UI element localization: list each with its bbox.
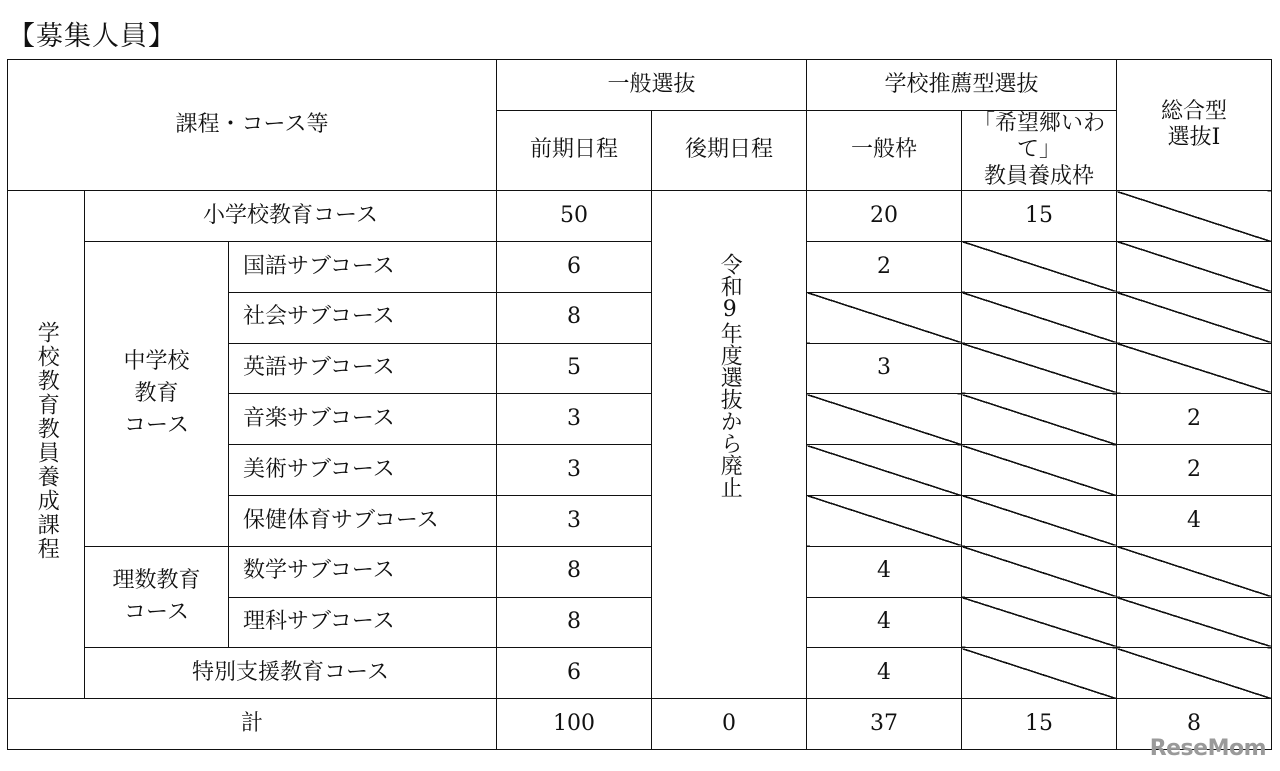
zenki-value: 8 [497, 597, 652, 648]
sougou-value [1117, 292, 1272, 343]
header-kibou [962, 111, 1117, 191]
zenki-value: 3 [497, 445, 652, 496]
ippan-value: 4 [807, 546, 962, 597]
kouki-note: 令和9年度選抜から廃止 [652, 191, 807, 699]
risu-line1: 理数教育 [112, 568, 201, 594]
sougou-value [1117, 191, 1272, 242]
page-title: 【募集人員】 [8, 21, 176, 52]
total-zenki: 100 [497, 699, 652, 750]
kibou-value [962, 495, 1117, 546]
header-sougou [1117, 60, 1272, 191]
sub-course-name: 保健体育サブコース [229, 495, 497, 546]
table-row [8, 241, 1272, 292]
sougou-value [1117, 343, 1272, 394]
table-row [8, 191, 1272, 242]
header-kouki: 後期日程 [652, 111, 807, 191]
table-row [8, 546, 1272, 597]
sub-course-name: 数学サブコース [229, 546, 497, 597]
chugakko-line1: 中学校 [123, 349, 190, 375]
ippan-value: 4 [807, 597, 962, 648]
kibou-value [962, 241, 1117, 292]
ippan-value [807, 495, 962, 546]
header-kibou-line2: 教員養成枠 [983, 163, 1094, 189]
total-ippan: 37 [807, 699, 962, 750]
total-kibou: 15 [962, 699, 1117, 750]
sougou-value: 2 [1117, 394, 1272, 445]
sub-course-name: 美術サブコース [229, 445, 497, 496]
sougou-value [1117, 546, 1272, 597]
kibou-value [962, 394, 1117, 445]
ippan-value [807, 292, 962, 343]
ippan-value [807, 445, 962, 496]
kibou-value [962, 648, 1117, 699]
chugakko-line2: 教育 [134, 380, 179, 406]
kibou-value [962, 445, 1117, 496]
kibou-value: 15 [962, 191, 1117, 242]
watermark-logo: ReseMom [1149, 736, 1266, 761]
zenki-value: 50 [497, 191, 652, 242]
sougou-value [1117, 597, 1272, 648]
header-course: 課程・コース等 [8, 60, 497, 191]
sougou-value [1117, 241, 1272, 292]
zenki-value: 8 [497, 546, 652, 597]
header-zenki: 前期日程 [497, 111, 652, 191]
zenki-value: 3 [497, 495, 652, 546]
chugakko-line3: コース [124, 412, 189, 438]
sub-course-name: 音楽サブコース [229, 394, 497, 445]
course-group-label: 学校教育教員養成課程 [8, 191, 85, 699]
kibou-value [962, 546, 1117, 597]
risu-label [85, 546, 229, 648]
risu-line2: コース [124, 600, 189, 626]
sougou-value: 2 [1117, 445, 1272, 496]
chugakko-label [85, 241, 229, 546]
recruitment-table [7, 59, 1272, 750]
total-row [8, 699, 1272, 750]
course-name: 小学校教育コース [85, 191, 497, 242]
sub-course-name: 理科サブコース [229, 597, 497, 648]
table-row [8, 648, 1272, 699]
course-name: 特別支援教育コース [85, 648, 497, 699]
header-sougou-line1: 総合型 [1160, 98, 1227, 124]
header-sougou-line2: 選抜Ⅰ [1167, 125, 1221, 151]
ippan-value: 4 [807, 648, 962, 699]
total-sougou: 8 [1117, 699, 1272, 750]
kibou-value [962, 343, 1117, 394]
ippan-value: 2 [807, 241, 962, 292]
ippan-value [807, 394, 962, 445]
header-school-rec: 学校推薦型選抜 [807, 60, 1117, 111]
ippan-value: 3 [807, 343, 962, 394]
zenki-value: 6 [497, 241, 652, 292]
zenki-value: 6 [497, 648, 652, 699]
sub-course-name: 国語サブコース [229, 241, 497, 292]
total-label: 計 [8, 699, 497, 750]
header-kibou-line1: 「希望郷いわて」 [972, 111, 1105, 163]
sougou-value: 4 [1117, 495, 1272, 546]
zenki-value: 5 [497, 343, 652, 394]
header-ippan: 一般枠 [807, 111, 962, 191]
header-general: 一般選抜 [497, 60, 807, 111]
zenki-value: 8 [497, 292, 652, 343]
sougou-value [1117, 648, 1272, 699]
kibou-value [962, 597, 1117, 648]
sub-course-name: 社会サブコース [229, 292, 497, 343]
kibou-value [962, 292, 1117, 343]
sub-course-name: 英語サブコース [229, 343, 497, 394]
total-kouki: 0 [652, 699, 807, 750]
ippan-value: 20 [807, 191, 962, 242]
zenki-value: 3 [497, 394, 652, 445]
